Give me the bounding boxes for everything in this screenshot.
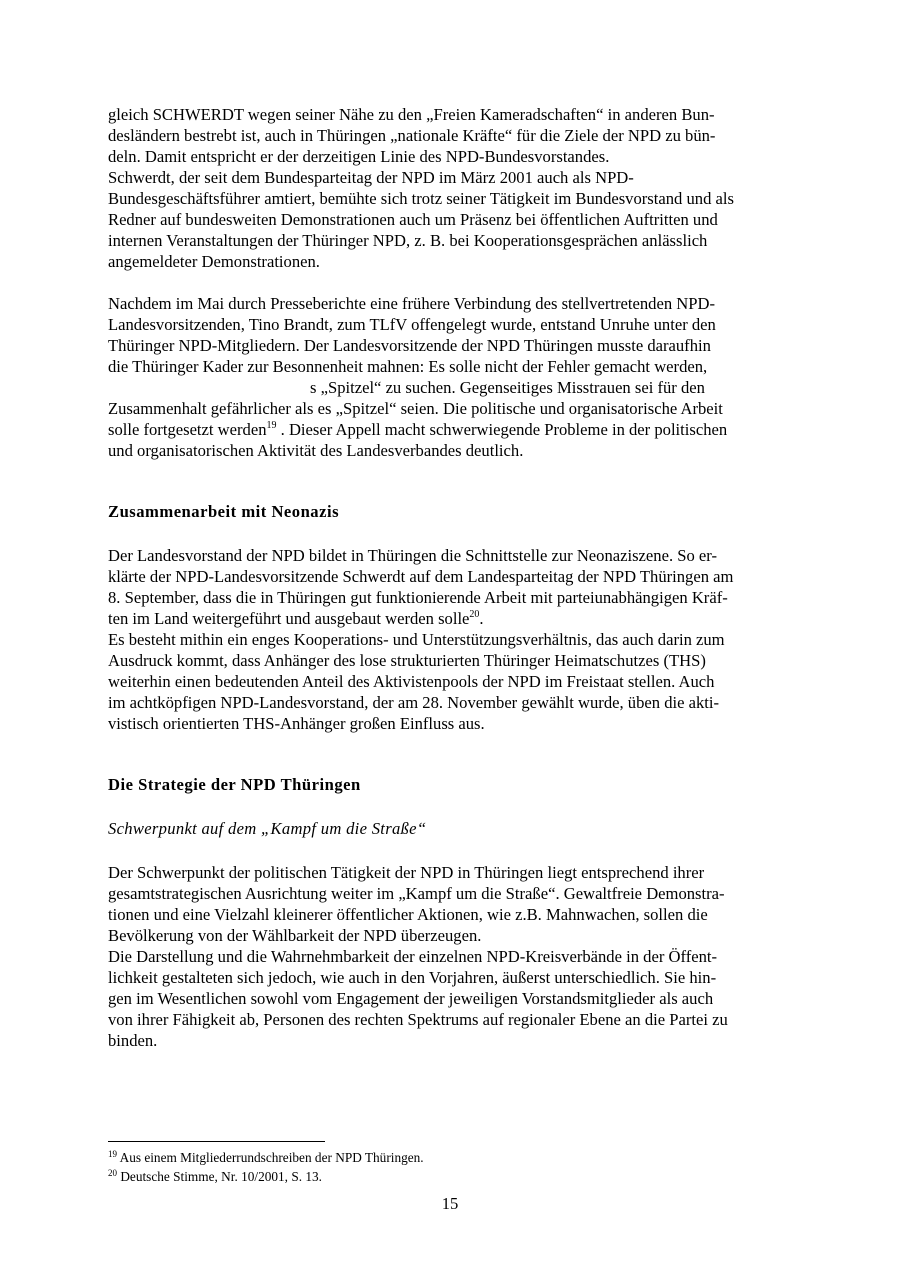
text-line: Landesvorsitzenden, Tino Brandt, zum TLfV offengelegt wurde, entstand Unruhe unter den (108, 315, 716, 334)
text-line: gleich SCHWERDT wegen seiner Nähe zu den „Freien Kameradschaften“ in anderen Bun- (108, 105, 715, 124)
section-heading: Zusammenarbeit mit Neonazis (108, 502, 340, 521)
text-line: die Thüringer Kader zur Besonnenheit mahnen: Es solle nicht der Fehler gemacht werden, (108, 357, 708, 376)
footnote-ref-20[interactable]: 20 (469, 609, 480, 620)
paragraph-4 (108, 545, 758, 629)
text-line: Ausdruck kommt, dass Anhänger des lose strukturierten Thüringer Heimatschutzes (THS) (108, 651, 706, 670)
footnote-ref-19[interactable]: 19 (266, 420, 277, 431)
text-fragment: ten im Land weitergeführt und ausgebaut werden solle (108, 609, 470, 628)
text-line: binden. (108, 1031, 158, 1050)
footnote-mark: 19 (108, 1149, 117, 1159)
text-line: Thüringer NPD-Mitgliedern. Der Landesvorsitzende der NPD Thüringen musste daraufhin (108, 336, 711, 355)
section-subheading: Schwerpunkt auf dem „Kampf um die Straße“ (108, 819, 427, 838)
text-fragment: . Dieser Appell macht schwerwiegende Probleme in der politischen (276, 420, 728, 439)
text-line: angemeldeter Demonstrationen. (108, 252, 320, 271)
text-fragment: . (479, 609, 484, 628)
text-line: Bundesgeschäftsführer amtiert, bemühte sich trotz seiner Tätigkeit im Bundesvorstand und als (108, 189, 734, 208)
paragraph-7 (108, 946, 758, 1051)
footnote-mark: 20 (108, 1168, 117, 1178)
text-line: Zusammenhalt gefährlicher als es „Spitzel“ seien. Die politische und organisatorische Arbeit (108, 399, 723, 418)
text-line: Schwerdt, der seit dem Bundesparteitag der NPD im März 2001 auch als NPD- (108, 168, 634, 187)
paragraph-2 (108, 167, 758, 272)
footnotes (108, 1148, 758, 1186)
text-line: gen im Wesentlichen sowohl vom Engagement der jeweiligen Vorstandsmitglieder als auch (108, 989, 714, 1008)
paragraph-5 (108, 629, 758, 734)
text-line: gesamtstrategischen Ausrichtung weiter im „Kampf um die Straße“. Gewaltfreie Demonstra- (108, 884, 725, 903)
text-line: weiterhin einen bedeutenden Anteil des Aktivistenpools der NPD im Freistaat stellen. Auch (108, 672, 715, 691)
text-line: Redner auf bundesweiten Demonstrationen auch um Präsenz bei öffentlichen Auftritten und (108, 210, 718, 229)
text-line: Es besteht mithin ein enges Kooperations- und Unterstützungsverhältnis, das auch darin zum (108, 630, 725, 649)
text-line: Nachdem im Mai durch Presseberichte eine frühere Verbindung des stellvertretenden NPD- (108, 294, 716, 313)
footnote-separator (108, 1141, 325, 1142)
text-line: Der Landesvorstand der NPD bildet in Thüringen die Schnittstelle zur Neonaziszene. So er- (108, 546, 718, 565)
paragraph-6 (108, 862, 758, 946)
paragraph-1 (108, 104, 758, 167)
text-line-with-footnote (108, 608, 758, 629)
text-line: deln. Damit entspricht er der derzeitigen Linie des NPD-Bundesvorstandes. (108, 147, 610, 166)
page-number: 15 (441, 1194, 459, 1213)
text-line: und organisatorischen Aktivität des Landesverbandes deutlich. (108, 441, 524, 460)
footnote-text: Aus einem Mitgliederrundschreiben der NPD Thüringen. (117, 1150, 424, 1165)
text-fragment: solle fortgesetzt werden (108, 420, 267, 439)
text-line: s „Spitzel“ zu suchen. Gegenseitiges Misstrauen sei für den (310, 378, 705, 397)
text-line: Die Darstellung und die Wahrnehmbarkeit der einzelnen NPD-Kreisverbände in der Öffent- (108, 947, 718, 966)
text-line: tionen und eine Vielzahl kleinerer öffentlicher Aktionen, wie z.B. Mahnwachen, sollen die (108, 905, 708, 924)
text-line: internen Veranstaltungen der Thüringer NPD, z. B. bei Kooperationsgesprächen anlässlich (108, 231, 708, 250)
text-line: vistisch orientierten THS-Anhänger großen Einfluss aus. (108, 714, 485, 733)
text-line: desländern bestrebt ist, auch in Thüringen „nationale Kräfte“ für die Ziele der NPD zu bün- (108, 126, 716, 145)
text-line: Bevölkerung von der Wählbarkeit der NPD überzeugen. (108, 926, 482, 945)
page-body (108, 104, 758, 1051)
footnote-text: Deutsche Stimme, Nr. 10/2001, S. 13. (117, 1169, 322, 1184)
footnote-20 (108, 1167, 758, 1186)
text-line: Der Schwerpunkt der politischen Tätigkeit der NPD in Thüringen liegt entsprechend ihrer (108, 863, 705, 882)
text-line-with-footnote (108, 419, 758, 440)
text-line: von ihrer Fähigkeit ab, Personen des rechten Spektrums auf regionaler Ebene an die Partei zu (108, 1010, 728, 1029)
text-line: 8. September, dass die in Thüringen gut funktionierende Arbeit mit parteiunabhängigen Kräf- (108, 588, 728, 607)
text-line: klärte der NPD-Landesvorsitzende Schwerdt auf dem Landesparteitag der NPD Thüringen am (108, 567, 734, 586)
text-line: im achtköpfigen NPD-Landesvorstand, der am 28. November gewählt wurde, üben die akti- (108, 693, 720, 712)
section-heading: Die Strategie der NPD Thüringen (108, 775, 361, 794)
text-line: lichkeit gestalteten sich jedoch, wie auch in den Vorjahren, äußerst unterschiedlich. Sie hin- (108, 968, 717, 987)
paragraph-3 (108, 293, 758, 461)
footnote-19 (108, 1148, 758, 1167)
